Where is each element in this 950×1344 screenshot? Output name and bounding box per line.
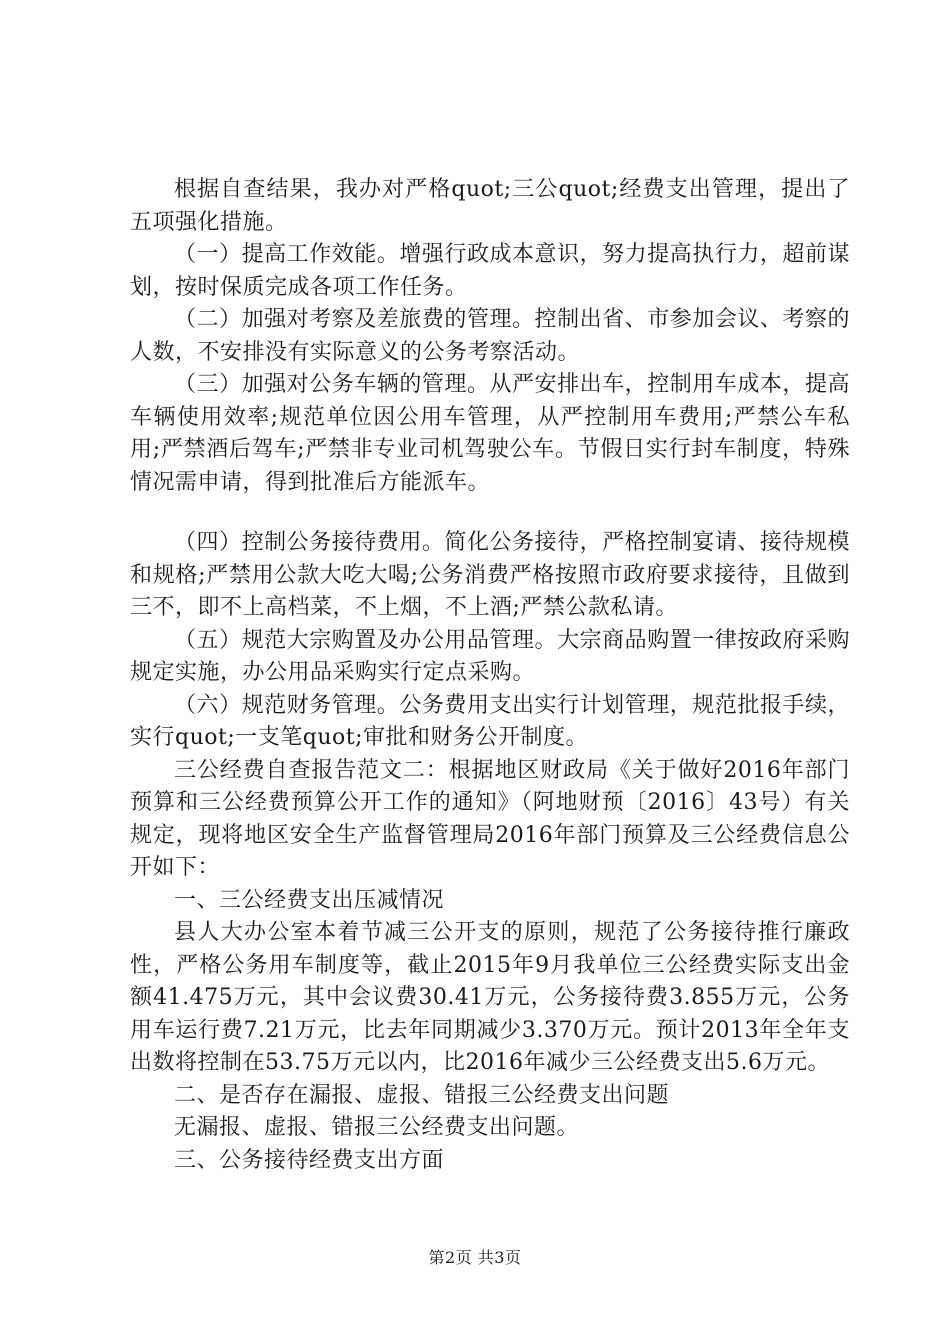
paragraph-measure-4: （四）控制公务接待费用。简化公务接待，严格控制宴请、接待规模和规格;严禁用公款大吃大喝;公务消费严格按照市政府要求接待，且做到三不，即不上高档菜，不上烟，不上酒;严禁公款私请。 — [130, 530, 850, 620]
document-body — [130, 174, 850, 1177]
page-number: 第2页 共3页 — [428, 1248, 522, 1267]
paragraph-intro: 根据自查结果，我办对严格quot;三公quot;经费支出管理，提出了五项强化措施。 — [130, 177, 850, 235]
section-heading-3: 三、公务接待经费支出方面 — [174, 1147, 445, 1173]
paragraph-no-errors: 无漏报、虚报、错报三公经费支出问题。 — [174, 1115, 580, 1140]
section-heading-2: 二、是否存在漏报、虚报、错报三公经费支出问题 — [174, 1082, 670, 1108]
paragraph-sample-two: 三公经费自查报告范文二：根据地区财政局《关于做好2016年部门预算和三公经费预算公开工作的通知》（阿地财预〔2016〕43号）有关规定，现将地区安全生产监督管理局2016年部门预算及三公经费信息公开如下： — [130, 757, 850, 880]
paragraph-expenditure: 县人大办公室本着节减三公开支的原则，规范了公务接待推行廉政性，严格公务用车制度等，截止2015年9月我单位三公经费实际支出金额41.475万元，其中会议费30.41万元，公务接待费3.855万元，公务用车运行费7.21万元，比去年同期减少3.370万元。预计2013年全年支出数将控制在53.75万元以内，比2016年减少三公经费支出5.6万元。 — [130, 920, 850, 1075]
section-heading-1: 一、三公经费支出压减情况 — [174, 887, 445, 913]
paragraph-measure-5: （五）规范大宗购置及办公用品管理。大宗商品购置一律按政府采购规定实施，办公用品采购实行定点采购。 — [130, 627, 850, 685]
paragraph-measure-2: （二）加强对考察及差旅费的管理。控制出省、市参加会议、考察的人数，不安排没有实际意义的公务考察活动。 — [130, 307, 850, 365]
paragraph-measure-6: （六）规范财务管理。公务费用支出实行计划管理，规范批报手续，实行quot;一支笔quot;审批和财务公开制度。 — [130, 692, 850, 750]
paragraph-measure-1: （一）提高工作效能。增强行政成本意识，努力提高执行力，超前谋划，按时保质完成各项工作任务。 — [130, 242, 850, 300]
paragraph-measure-3: （三）加强对公务车辆的管理。从严安排出车，控制用车成本，提高车辆使用效率;规范单位因公用车管理，从严控制用车费用;严禁公车私用;严禁酒后驾车;严禁非专业司机驾驶公车。节假日实行封车制度，特殊情况需申请，得到批准后方能派车。 — [130, 372, 850, 495]
